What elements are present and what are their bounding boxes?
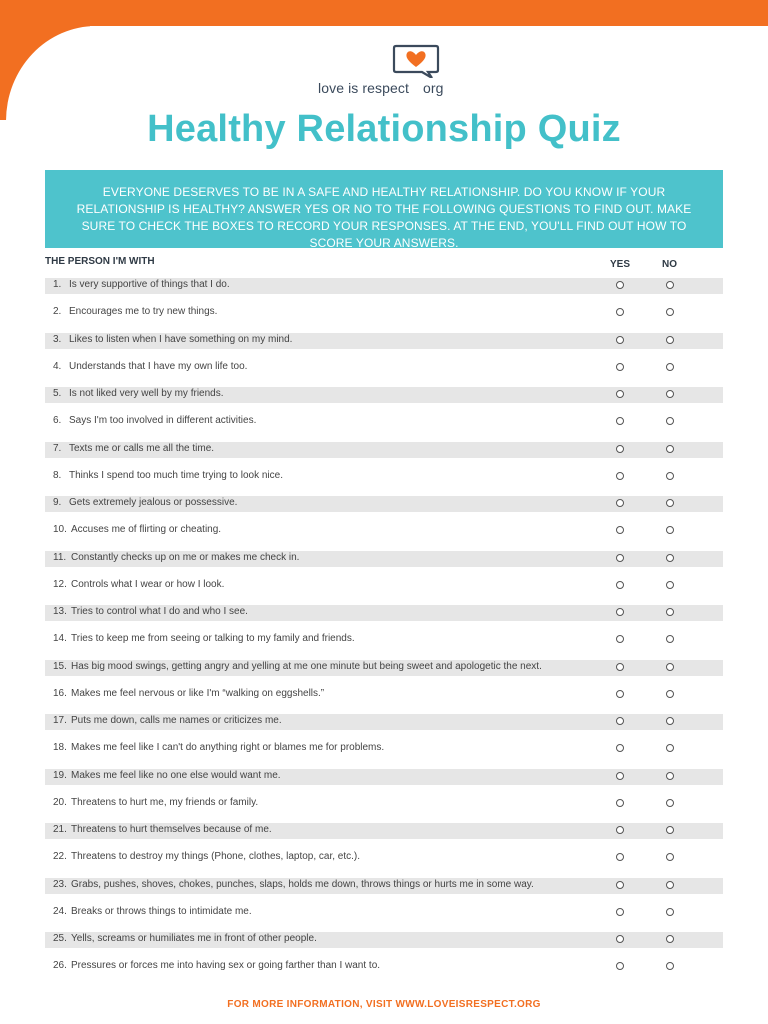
question-text: [53, 797, 258, 808]
table-row: [45, 714, 723, 741]
question-text: [53, 770, 281, 781]
yes-checkbox[interactable]: [616, 772, 624, 780]
question-label: Tries to control what I do and who I see.: [71, 606, 248, 617]
footer-link[interactable]: FOR MORE INFORMATION, VISIT WWW.LOVEISRESPECT.ORG: [227, 999, 541, 1010]
yes-checkbox[interactable]: [616, 445, 624, 453]
heart-bubble-icon: [392, 44, 440, 78]
question-number: 26.: [53, 960, 67, 972]
table-row: [45, 660, 723, 687]
question-number: 2.: [53, 306, 62, 318]
no-checkbox[interactable]: [666, 445, 674, 453]
table-row: [45, 687, 723, 714]
table-row: [45, 850, 723, 877]
yes-checkbox[interactable]: [616, 826, 624, 834]
question-number: 19.: [53, 769, 67, 781]
question-text: [53, 552, 299, 563]
question-text: [53, 524, 221, 535]
question-label: Thinks I spend too much time trying to look nice.: [69, 469, 283, 481]
question-label: Threatens to destroy my things (Phone, clothes, laptop, car, etc.).: [71, 851, 361, 863]
question-label: Has big mood swings, getting angry and yelling at me one minute but being sweet and apologetic the next.: [71, 660, 542, 672]
yes-checkbox[interactable]: [616, 608, 624, 616]
question-text: [53, 606, 248, 617]
table-row: [45, 823, 723, 850]
no-checkbox[interactable]: [666, 881, 674, 889]
intro-text: EVERYONE DESERVES TO BE IN A SAFE AND HEALTHY RELATIONSHIP. DO YOU KNOW IF YOUR RELATIONSHIP IS HEALTHY? ANSWER YES OR NO TO THE FOLLOWING QUESTIONS TO FIND OUT. MAKE SURE TO CHECK THE BOXES TO RECORD YOUR RESPONSES. AT THE END, YOU'LL FIND OUT HOW TO SCORE YOUR ANSWERS.: [76, 185, 692, 250]
no-checkbox[interactable]: [666, 772, 674, 780]
question-label: Is very supportive of things that I do.: [69, 279, 230, 290]
question-label: Gets extremely jealous or possessive.: [69, 497, 238, 508]
question-number: 6.: [53, 415, 62, 427]
no-checkbox[interactable]: [666, 663, 674, 671]
question-text: [53, 715, 282, 726]
question-number: 24.: [53, 905, 67, 917]
page-title: Healthy Relationship Quiz: [147, 108, 621, 150]
logo: [0, 42, 768, 97]
question-label: Texts me or calls me all the time.: [69, 442, 215, 454]
question-label: Makes me feel like I can't do anything right or blames me for problems.: [71, 742, 385, 754]
question-text: [53, 688, 324, 699]
table-row: [45, 632, 723, 659]
question-list: [45, 278, 723, 987]
column-header-no: NO: [662, 259, 677, 270]
yes-checkbox[interactable]: [616, 717, 624, 725]
question-label: Is not liked very well by my friends.: [69, 388, 224, 399]
logo-text: love is respect: [318, 80, 409, 96]
no-checkbox[interactable]: [666, 336, 674, 344]
question-label: Likes to listen when I have something on my mind.: [69, 333, 293, 345]
question-label: Controls what I wear or how I look.: [71, 578, 225, 590]
question-label: Yells, screams or humiliates me in front of other people.: [71, 933, 317, 944]
yes-checkbox[interactable]: [616, 908, 624, 916]
question-label: Understands that I have my own life too.: [69, 360, 248, 372]
question-number: 21.: [53, 824, 67, 835]
yes-checkbox[interactable]: [616, 472, 624, 480]
question-label: Pressures or forces me into having sex or going farther than I want to.: [71, 960, 381, 972]
column-header-question: THE PERSON I'M WITH: [45, 256, 155, 267]
question-label: Makes me feel like no one else would want me.: [71, 769, 281, 781]
yes-checkbox[interactable]: [616, 581, 624, 589]
no-checkbox[interactable]: [666, 935, 674, 943]
top-orange-band: [0, 0, 768, 26]
question-number: 8.: [53, 469, 62, 481]
yes-checkbox[interactable]: [616, 336, 624, 344]
question-number: 25.: [53, 933, 67, 944]
no-checkbox[interactable]: [666, 608, 674, 616]
question-text: [53, 933, 317, 944]
question-text: [53, 824, 272, 835]
table-row: [45, 551, 723, 578]
no-checkbox[interactable]: [666, 826, 674, 834]
column-header-yes: YES: [610, 259, 631, 270]
logo-wordmark: [318, 80, 444, 96]
question-text: [53, 579, 224, 590]
question-text: [53, 742, 384, 753]
question-label: Makes me feel nervous or like I'm “walking on eggshells.”: [71, 687, 325, 699]
no-checkbox[interactable]: [666, 690, 674, 698]
question-text: [53, 661, 542, 672]
question-number: 22.: [53, 851, 67, 863]
question-label: Constantly checks up on me or makes me check in.: [71, 551, 300, 563]
yes-checkbox[interactable]: [616, 663, 624, 671]
table-row: [45, 496, 723, 523]
question-label: Threatens to hurt themselves because of me.: [71, 824, 272, 835]
yes-checkbox[interactable]: [616, 281, 624, 289]
question-number: 7.: [53, 442, 62, 454]
question-text: [53, 415, 256, 426]
table-row: [45, 387, 723, 414]
question-text: [53, 960, 380, 971]
table-row: [45, 878, 723, 905]
table-row: [45, 333, 723, 360]
yes-checkbox[interactable]: [616, 499, 624, 507]
no-checkbox[interactable]: [666, 799, 674, 807]
table-row: [45, 578, 723, 605]
question-number: 1.: [53, 279, 62, 290]
question-number: 20.: [53, 796, 67, 808]
question-number: 17.: [53, 715, 67, 726]
question-number: 13.: [53, 606, 67, 617]
table-row: [45, 959, 723, 986]
question-label: Accuses me of flirting or cheating.: [71, 524, 222, 536]
question-text: [53, 879, 534, 890]
table-row: [45, 305, 723, 332]
question-text: [53, 306, 217, 317]
yes-checkbox[interactable]: [616, 935, 624, 943]
yes-checkbox[interactable]: [616, 554, 624, 562]
no-checkbox[interactable]: [666, 281, 674, 289]
yes-checkbox[interactable]: [616, 690, 624, 698]
question-label: Tries to keep me from seeing or talking to my family and friends.: [71, 633, 355, 645]
no-checkbox[interactable]: [666, 472, 674, 480]
yes-checkbox[interactable]: [616, 881, 624, 889]
question-number: 10.: [53, 524, 67, 536]
question-number: 9.: [53, 497, 62, 508]
question-text: [53, 633, 355, 644]
logo-suffix: org: [422, 80, 444, 96]
yes-checkbox[interactable]: [616, 363, 624, 371]
question-number: 16.: [53, 687, 67, 699]
table-row: [45, 605, 723, 632]
question-number: 5.: [53, 388, 62, 399]
question-label: Encourages me to try new things.: [69, 306, 218, 318]
table-row: [45, 741, 723, 768]
question-label: Grabs, pushes, shoves, chokes, punches, slaps, holds me down, throws things or hurts me in some way.: [71, 878, 534, 890]
no-checkbox[interactable]: [666, 390, 674, 398]
question-number: 3.: [53, 333, 62, 345]
intro-banner: [45, 170, 723, 248]
question-number: 4.: [53, 360, 62, 372]
yes-checkbox[interactable]: [616, 390, 624, 398]
question-text: [53, 906, 252, 917]
no-checkbox[interactable]: [666, 554, 674, 562]
question-text: [53, 497, 237, 508]
no-checkbox[interactable]: [666, 581, 674, 589]
question-number: 11.: [53, 551, 67, 563]
table-row: [45, 469, 723, 496]
question-text: [53, 443, 214, 454]
table-header: [45, 256, 723, 276]
no-checkbox[interactable]: [666, 363, 674, 371]
table-row: [45, 414, 723, 441]
question-label: Says I'm too involved in different activities.: [69, 415, 257, 427]
table-row: [45, 360, 723, 387]
question-number: 23.: [53, 878, 67, 890]
question-text: [53, 361, 247, 372]
question-number: 12.: [53, 578, 67, 590]
table-row: [45, 932, 723, 959]
question-number: 18.: [53, 742, 67, 754]
yes-checkbox[interactable]: [616, 799, 624, 807]
question-text: [53, 388, 224, 399]
question-text: [53, 334, 292, 345]
table-row: [45, 905, 723, 932]
question-text: [53, 470, 283, 481]
table-row: [45, 442, 723, 469]
table-row: [45, 523, 723, 550]
table-row: [45, 796, 723, 823]
no-checkbox[interactable]: [666, 908, 674, 916]
question-label: Breaks or throws things to intimidate me.: [71, 905, 252, 917]
table-row: [45, 769, 723, 796]
table-row: [45, 278, 723, 305]
question-number: 14.: [53, 633, 67, 645]
question-text: [53, 279, 230, 290]
question-text: [53, 851, 360, 862]
no-checkbox[interactable]: [666, 717, 674, 725]
question-label: Threatens to hurt me, my friends or family.: [71, 796, 259, 808]
no-checkbox[interactable]: [666, 499, 674, 507]
question-number: 15.: [53, 660, 67, 672]
question-label: Puts me down, calls me names or criticizes me.: [71, 715, 282, 726]
